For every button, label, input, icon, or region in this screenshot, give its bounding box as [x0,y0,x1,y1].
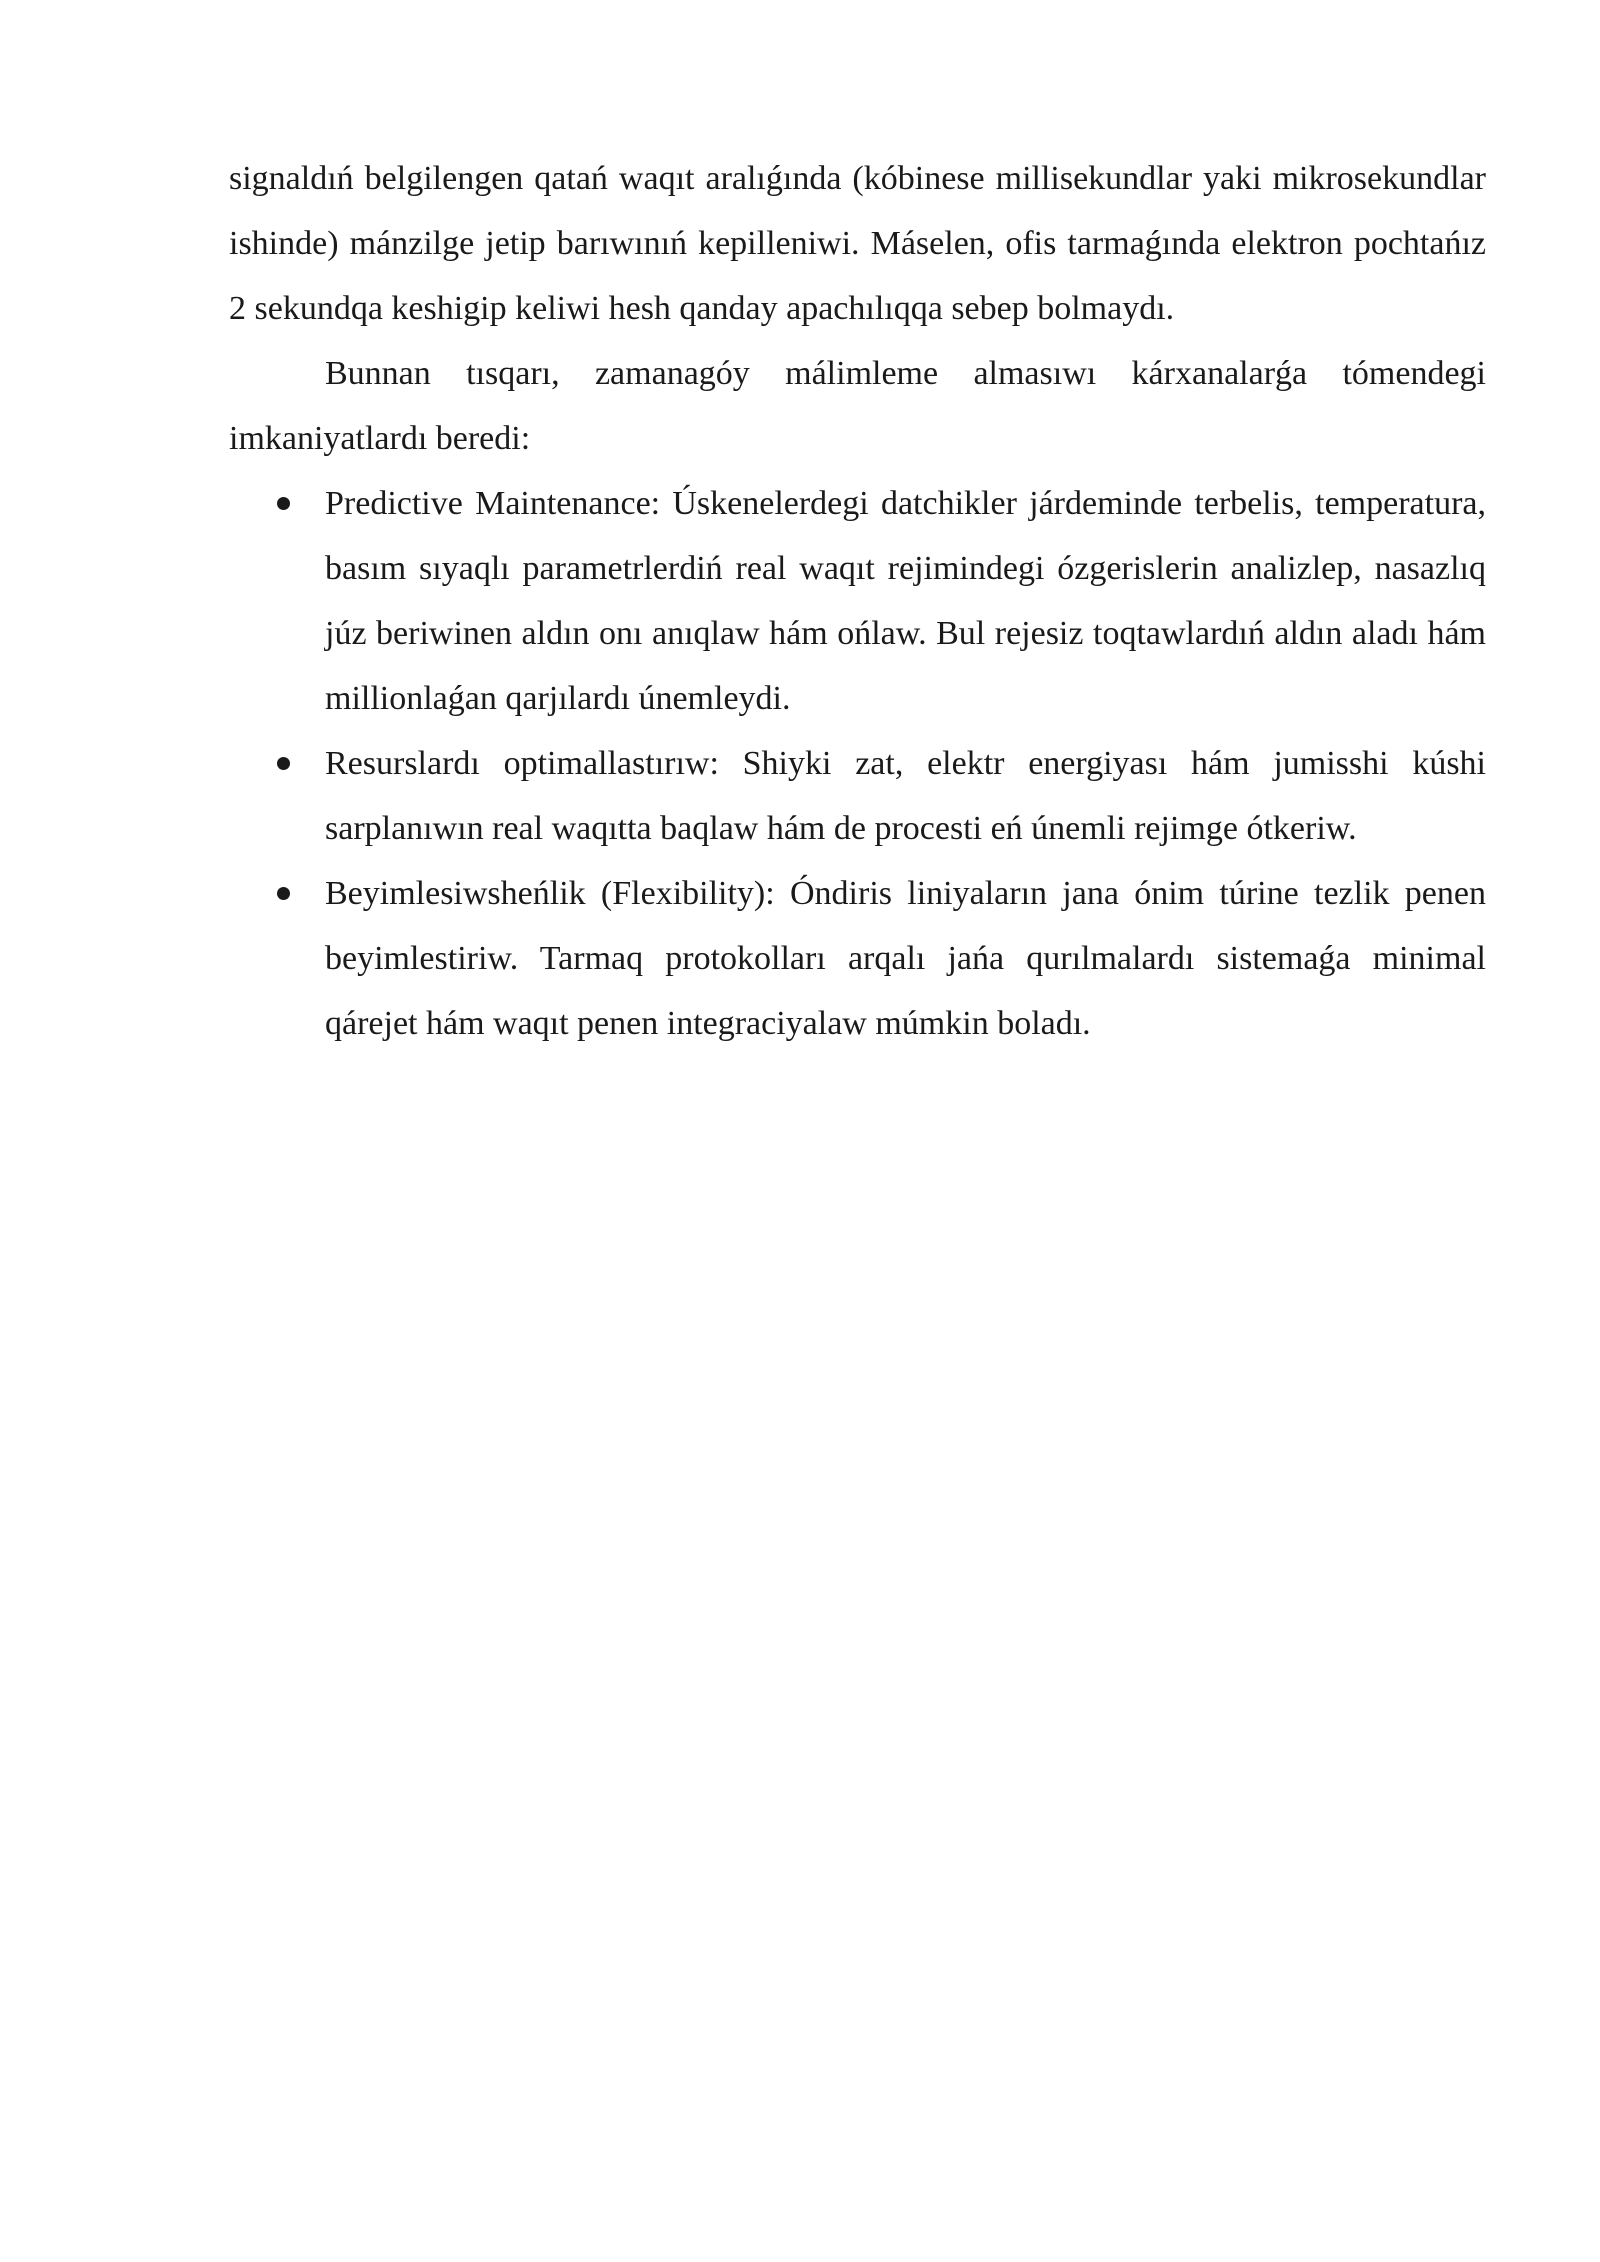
bullet-icon [277,757,290,770]
bullet-icon [277,497,290,510]
list-item [229,861,1486,1056]
list-item-text: Predictive Maintenance: Úskenelerdegi datchikler járdeminde terbelis, temperatura, basım sıyaqlı parametrlerdiń real waqıt rejimindegi ózgerislerin analizlep, nasazlıq júz beriwinen aldın onı anıqlaw hám ońlaw. Bul rejesiz toqtawlardıń aldın aladı hám millionlaǵan qarjılardı únemleydi. [325,485,1486,717]
list-item [229,471,1486,731]
list-item-text: Resurslardı optimallastırıw: Shiyki zat, elektr energiyası hám jumisshi kúshi sarplanıwın real waqıtta baqlaw hám de procesti eń únemli rejimge ótkeriw. [325,745,1486,847]
list-item-text: Beyimlesiwsheńlik (Flexibility): Óndiris liniyaların jana ónim túrine tezlik penen beyimlestiriw. Tarmaq protokolları arqalı jańa qurılmalardı sistemaǵa minimal qárejet hám waqıt penen integraciyalaw múmkin boladı. [325,875,1486,1042]
bullet-icon [277,887,290,900]
body-text [229,146,1486,1056]
bullet-list [229,471,1486,1056]
paragraph-intro: Bunnan tısqarı, zamanagóy málimleme almasıwı kárxanalarǵa tómendegi imkaniyatlardı beredi: [229,355,1486,457]
paragraph-continuation: signaldıń belgilengen qatań waqıt aralıǵında (kóbinese millisekundlar yaki mikrosekundlar ishinde) mánzilge jetip barıwınıń kepilleniwi. Máselen, ofis tarmaǵında elektron pochtańız 2 sekundqa keshigip keliwi hesh qanday apachılıqqa sebep bolmaydı. [229,160,1486,327]
list-item [229,731,1486,861]
